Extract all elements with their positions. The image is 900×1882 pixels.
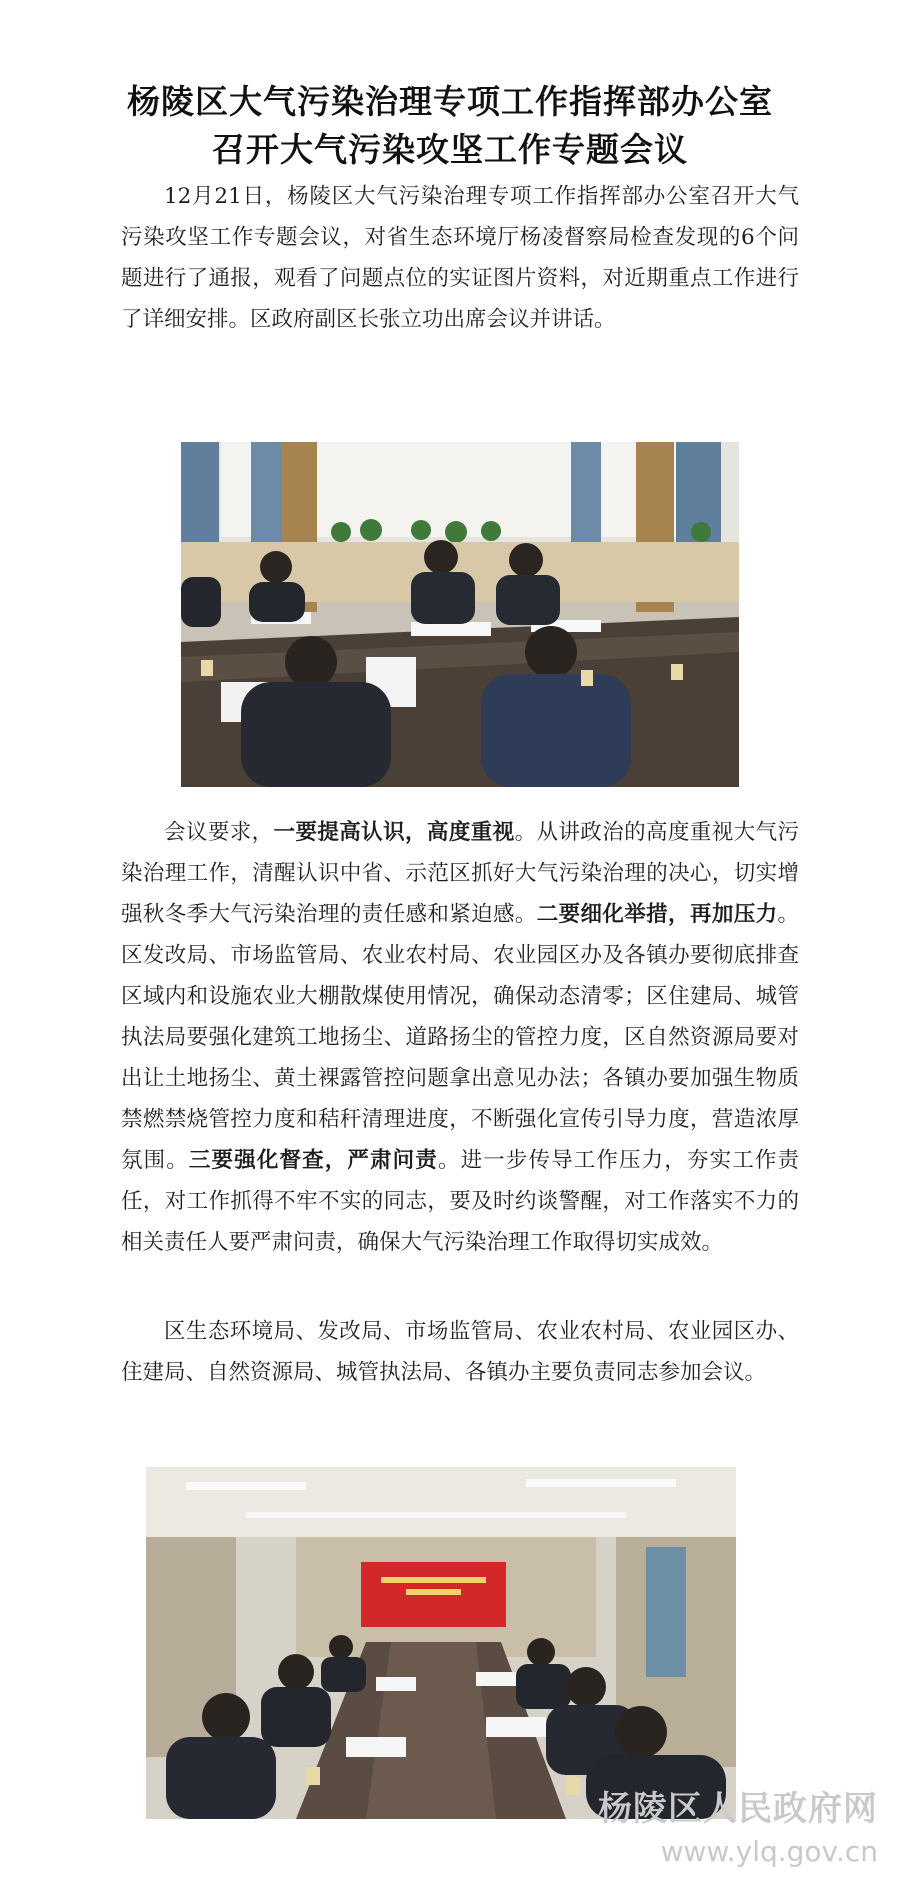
req-text-4: 。进一步传导工作压力，夯实工作责任，对工作抓得不牢不实的同志，要及时约谈警醒，对工作落实不力的相关责任人要严肃问责，确保大气污染治理工作取得切实成效。 bbox=[121, 1148, 799, 1255]
title-line-1: 杨陵区大气污染治理专项工作指挥部办公室 bbox=[127, 82, 773, 121]
meeting-photo-1 bbox=[181, 442, 739, 787]
title-line-2: 召开大气污染攻坚工作专题会议 bbox=[212, 130, 688, 169]
meeting-photo-2 bbox=[146, 1467, 736, 1819]
site-url-watermark: www.ylq.gov.cn bbox=[660, 1835, 878, 1868]
article-title bbox=[0, 78, 900, 174]
paragraph-requirements bbox=[121, 812, 799, 1263]
req-text-2: 。从讲政治的高度重视大气污染治理工作，清醒认识中省、示范区抓好大气污染治理的决心，切实增强秋冬季大气污染治理的责任感和紧迫感。 bbox=[121, 820, 799, 927]
req-bold-2: 二要细化举措，再加压力 bbox=[536, 902, 778, 927]
req-bold-1: 一要提高认识，高度重视 bbox=[273, 820, 515, 845]
site-watermark: 杨陵区人民政府网 bbox=[598, 1789, 878, 1829]
req-text-1: 会议要求， bbox=[164, 820, 274, 845]
paragraph-attendees: 区生态环境局、发改局、市场监管局、农业农村局、农业园区办、住建局、自然资源局、城管执法局、各镇办主要负责同志参加会议。 bbox=[121, 1319, 799, 1385]
req-text-3: 。区发改局、市场监管局、农业农村局、农业园区办及各镇办要彻底排查区域内和设施农业大棚散煤使用情况，确保动态清零；区住建局、城管执法局要强化建筑工地扬尘、道路扬尘的管控力度，区自然资源局要对出让土地扬尘、黄土裸露管控问题拿出意见办法；各镇办要加强生物质禁燃禁烧管控力度和秸秆清理进度，不断强化宣传引导力度，营造浓厚氛围。 bbox=[121, 902, 799, 1173]
req-bold-3: 三要强化督查，严肃问责 bbox=[188, 1148, 438, 1173]
paragraph-intro: 12月21日，杨陵区大气污染治理专项工作指挥部办公室召开大气污染攻坚工作专题会议，对省生态环境厅杨凌督察局检查发现的6个问题进行了通报，观看了问题点位的实证图片资料，对近期重点工作进行了详细安排。区政府副区长张立功出席会议并讲话。 bbox=[121, 184, 799, 332]
